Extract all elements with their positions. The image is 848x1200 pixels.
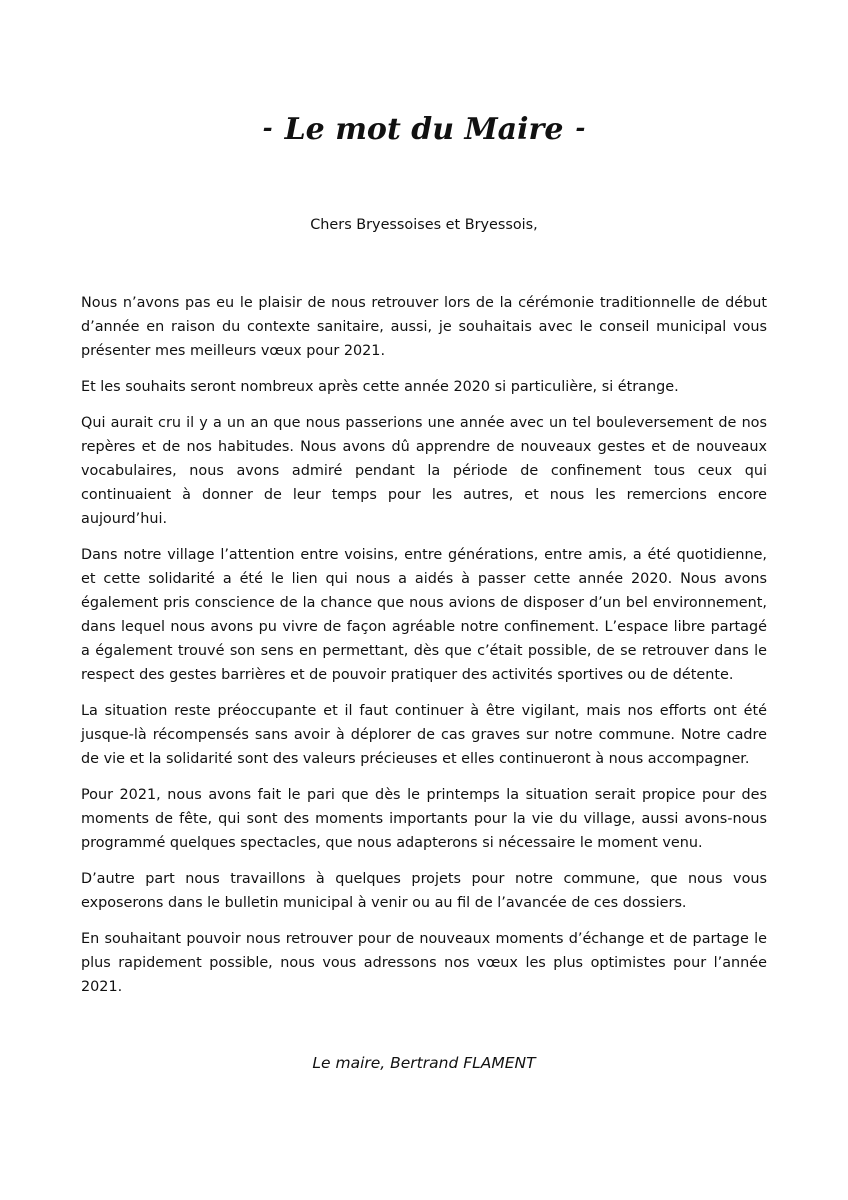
title-text: Le mot du Maire bbox=[284, 112, 564, 147]
letter-body bbox=[81, 291, 767, 1011]
title-dash-right: - bbox=[575, 113, 586, 142]
paragraph: Dans notre village l’attention entre voisins, entre générations, entre amis, a été quotidienne, et cette solidarité a été le lien qui nous a aidés à passer cette année 2020. Nous avons également pris conscience de la chance que nous avions de disposer d’un bel environnement, dans lequel nous avons pu vivre de façon agréable notre confinement. L’espace libre partagé a également trouvé son sens en permettant, dès que c’était possible, de se retrouver dans le respect des gestes barrières et de pouvoir pratiquer des activités sportives ou de détente. bbox=[81, 547, 767, 683]
signature: Le maire, Bertrand FLAMENT bbox=[312, 1054, 536, 1072]
title-dash-left: - bbox=[262, 113, 273, 142]
paragraph: Qui aurait cru il y a un an que nous passerions une année avec un tel bouleversement de nos repères et de nos habitudes. Nous avons dû apprendre de nouveaux gestes et de nouveaux vocabulaires, nous avons admiré pendant la période de confinement tous ceux qui continuaient à donner de leur temps pour les autres, et nous les remercions encore aujourd’hui. bbox=[81, 415, 767, 527]
paragraph: D’autre part nous travaillons à quelques projets pour notre commune, que nous vous exposerons dans le bulletin municipal à venir ou au fil de l’avancée de ces dossiers. bbox=[81, 871, 767, 911]
paragraph: Et les souhaits seront nombreux après cette année 2020 si particulière, si étrange. bbox=[81, 379, 679, 395]
paragraph: Nous n’avons pas eu le plaisir de nous retrouver lors de la cérémonie traditionnelle de début d’année en raison du contexte sanitaire, aussi, je souhaitais avec le conseil municipal vous présenter mes meilleurs vœux pour 2021. bbox=[81, 295, 767, 359]
salutation: Chers Bryessoises et Bryessois, bbox=[310, 217, 538, 233]
paragraph: Pour 2021, nous avons fait le pari que dès le printemps la situation serait propice pour des moments de fête, qui sont des moments importants pour la vie du village, aussi avons-nous programmé quelques spectacles, que nous adapterons si nécessaire le moment venu. bbox=[81, 787, 767, 851]
page-title bbox=[0, 108, 848, 150]
paragraph: En souhaitant pouvoir nous retrouver pour de nouveaux moments d’échange et de partage le plus rapidement possible, nous vous adressons nos vœux les plus optimistes pour l’année 2021. bbox=[81, 931, 767, 995]
paragraph: La situation reste préoccupante et il faut continuer à être vigilant, mais nos efforts ont été jusque-là récompensés sans avoir à déplorer de cas graves sur notre commune. Notre cadre de vie et la solidarité sont des valeurs précieuses et elles continueront à nous accompagner. bbox=[81, 703, 767, 767]
